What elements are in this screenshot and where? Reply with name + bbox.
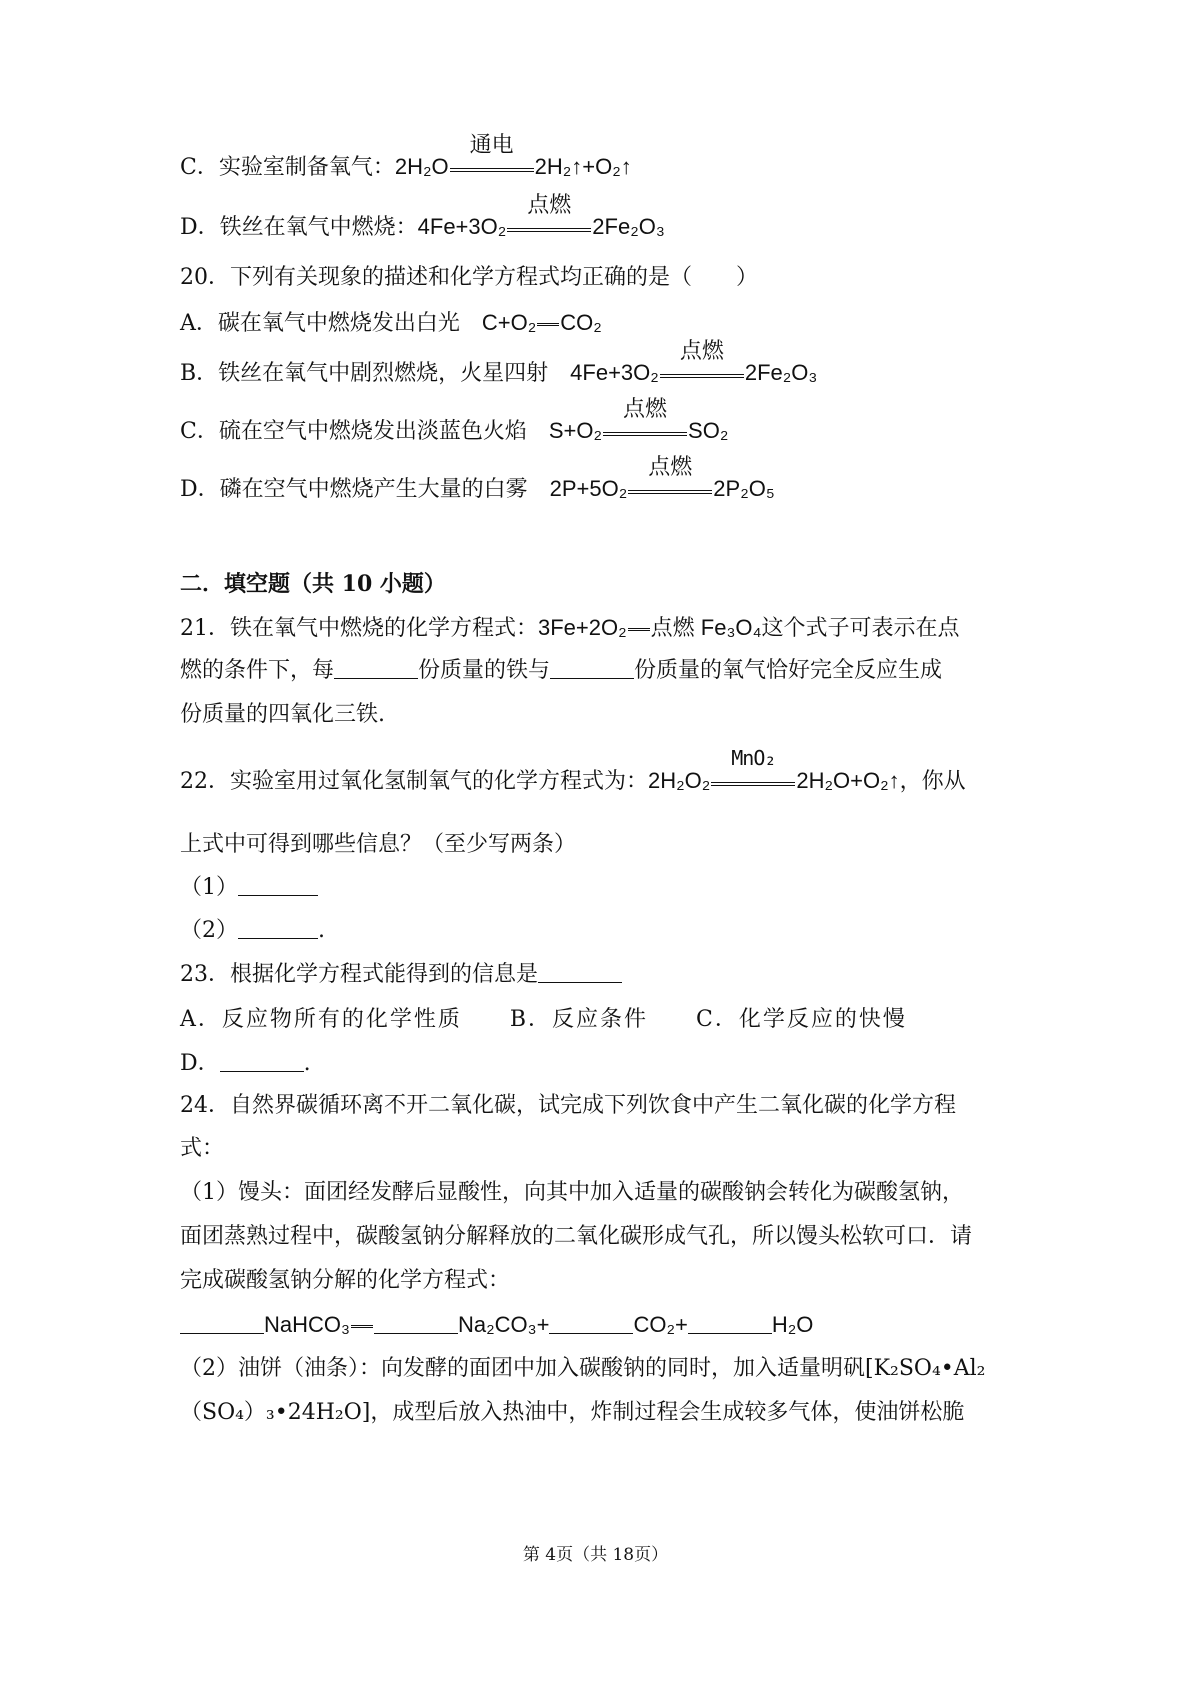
equals-sign xyxy=(537,323,559,326)
q22-item1 xyxy=(180,873,318,903)
answer-blank[interactable] xyxy=(538,962,622,983)
option-text: B．铁丝在氧气中剧烈燃烧，火星四射 xyxy=(180,361,571,386)
formula: CO₂+ xyxy=(633,1312,688,1337)
equation-left: S+O₂ xyxy=(548,418,603,443)
q24-p1-line3: 完成碳酸氢钠分解的化学方程式： xyxy=(180,1268,511,1293)
equation-left: 3Fe+2O₂ xyxy=(538,615,627,640)
answer-blank[interactable] xyxy=(334,658,418,679)
q24-p1-line2: 面团蒸熟过程中，碳酸氢钠分解释放的二氧化碳形成气孔，所以馒头松软可口．请 xyxy=(180,1224,973,1249)
answer-blank[interactable] xyxy=(238,918,318,939)
q22-line1 xyxy=(180,746,966,797)
question-text: 23．根据化学方程式能得到的信息是 xyxy=(180,962,538,987)
answer-blank[interactable] xyxy=(220,1051,304,1072)
question-text: 21．铁在氧气中燃烧的化学方程式： xyxy=(180,616,538,641)
answer-blank[interactable] xyxy=(550,658,634,679)
question-text: 份质量的铁与 xyxy=(418,658,551,683)
equation-left: 4Fe+3O₂ xyxy=(417,214,507,239)
equation-left: 2P+5O₂ xyxy=(549,476,628,501)
item-label: （1） xyxy=(180,875,238,900)
q20-option-b xyxy=(180,339,818,389)
q24-line2: 式： xyxy=(180,1136,225,1161)
formula: NaHCO₃ xyxy=(264,1312,350,1337)
reaction-condition xyxy=(660,339,744,389)
formula: H₂O xyxy=(771,1312,814,1337)
q20-option-c xyxy=(180,397,729,447)
equation-left: C+O₂ xyxy=(481,310,537,335)
question-text: 份质量的氧气恰好完全反应生成 xyxy=(634,658,943,683)
equation-left: 2H₂O₂ xyxy=(648,768,711,793)
q19-option-d xyxy=(180,193,665,243)
q20-stem: 20．下列有关现象的描述和化学方程式均正确的是（ ） xyxy=(180,265,758,290)
q20-option-d xyxy=(180,455,775,505)
question-text: 燃的条件下，每 xyxy=(180,658,335,683)
q21-line2 xyxy=(180,656,942,686)
q24-p1-line1: （1）馒头：面团经发酵后显酸性，向其中加入适量的碳酸钠会转化为碳酸氢钠， xyxy=(180,1180,964,1205)
q23-stem xyxy=(180,960,622,990)
reaction-condition xyxy=(711,746,795,797)
reaction-condition xyxy=(603,397,687,447)
option-text: C．硫在空气中燃烧发出淡蓝色火焰 xyxy=(180,419,549,444)
option-text: A．碳在氧气中燃烧发出白光 xyxy=(180,311,482,336)
answer-blank[interactable] xyxy=(180,1313,264,1334)
equation-right: 点燃 Fe₃O₄ xyxy=(650,615,762,640)
reaction-condition xyxy=(507,193,591,243)
equation-right: 2H₂O+O₂↑，你从 xyxy=(796,768,966,793)
catalyst-label: MnO₂ xyxy=(731,746,776,770)
condition-label: 点燃 xyxy=(679,339,724,364)
q24-line1: 24．自然界碳循环离不开二氧化碳，试完成下列饮食中产生二氧化碳的化学方程 xyxy=(180,1093,956,1118)
formula: Na₂CO₃+ xyxy=(457,1312,550,1337)
option-text: C．实验室制备氧气： xyxy=(180,155,395,180)
equals-sign xyxy=(351,1325,373,1328)
period: . xyxy=(303,1051,311,1076)
item-label: （2） xyxy=(180,918,238,943)
condition-label: 点燃 xyxy=(648,455,693,480)
equation-right: CO₂ xyxy=(560,310,602,335)
question-text: 22．实验室用过氧化氢制氧气的化学方程式为： xyxy=(180,769,648,794)
equation-right: 2H₂↑+O₂↑ xyxy=(534,154,632,179)
q20-option-a xyxy=(180,308,602,339)
condition-label: 通电 xyxy=(469,133,514,158)
equation-right: 2Fe₂O₃ xyxy=(592,214,665,239)
q24-p2-line2: （SO₄）₃•24H₂O]，成型后放入热油中，炸制过程会生成较多气体，使油饼松脆 xyxy=(180,1400,965,1425)
section-title: 二．填空题（共 10 小题） xyxy=(180,571,446,597)
option-label: D． xyxy=(180,1051,220,1076)
option-text: D．铁丝在氧气中燃烧： xyxy=(180,215,418,240)
q22-item2 xyxy=(180,916,325,946)
answer-blank[interactable] xyxy=(374,1313,458,1334)
page-footer: 第 4页（共 18页） xyxy=(522,1545,669,1565)
equation-right: 2Fe₂O₃ xyxy=(744,360,818,385)
question-text: 这个式子可表示在点 xyxy=(761,616,960,641)
equals-sign xyxy=(628,628,650,631)
equation-left: 4Fe+3O₂ xyxy=(570,360,659,385)
equation-right: 2P₂O₅ xyxy=(713,476,775,501)
q23-options: A．反应物所有的化学性质 B．反应条件 C．化学反应的快慢 xyxy=(180,1007,907,1032)
q23-option-d xyxy=(180,1049,311,1079)
condition-label: 点燃 xyxy=(623,397,668,422)
q22-line2: 上式中可得到哪些信息？（至少写两条） xyxy=(180,832,577,857)
condition-label: 点燃 xyxy=(527,193,572,218)
period: . xyxy=(318,918,325,943)
answer-blank[interactable] xyxy=(688,1313,772,1334)
q19-option-c xyxy=(180,133,632,183)
answer-blank[interactable] xyxy=(238,875,318,896)
option-text: D．磷在空气中燃烧产生大量的白雾 xyxy=(180,477,550,502)
q24-equation xyxy=(180,1310,813,1340)
answer-blank[interactable] xyxy=(549,1313,633,1334)
q24-p2-line1: （2）油饼（油条）：向发酵的面团中加入碳酸钠的同时，加入适量明矾[K₂SO₄•Al₂ xyxy=(180,1356,986,1381)
reaction-condition xyxy=(628,455,712,505)
equation-left: 2H₂O xyxy=(394,154,449,179)
q21-line3: 份质量的四氧化三铁. xyxy=(180,702,385,727)
q21-line1 xyxy=(180,613,960,644)
equation-right: SO₂ xyxy=(688,418,729,443)
reaction-condition xyxy=(450,133,534,183)
